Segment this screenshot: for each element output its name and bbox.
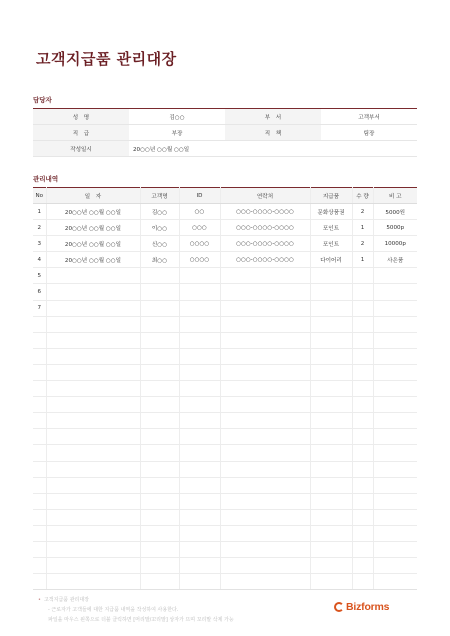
table-row (33, 220, 417, 236)
table-cell (179, 541, 220, 557)
table-cell (352, 509, 373, 525)
table-cell: 문화상품권 (310, 204, 352, 220)
table-cell (220, 364, 310, 380)
table-cell (140, 541, 179, 557)
table-cell: 김○○ (140, 204, 179, 220)
page-title: 고객지급품 관리대장 (36, 50, 177, 68)
table-cell (352, 461, 373, 477)
table-cell (33, 541, 46, 557)
table-cell (33, 525, 46, 541)
table-cell (33, 364, 46, 380)
table-cell (352, 300, 373, 316)
table-cell (352, 477, 373, 493)
table-cell (140, 445, 179, 461)
table-cell (220, 574, 310, 590)
column-header: 연락처 (220, 188, 310, 204)
table-cell: 2 (352, 204, 373, 220)
table-cell (140, 332, 179, 348)
column-header: 지급품 (310, 188, 352, 204)
table-cell (33, 397, 46, 413)
table-cell: 7 (33, 300, 46, 316)
table-cell (179, 364, 220, 380)
table-cell (33, 316, 46, 332)
table-cell: 3 (33, 236, 46, 252)
table-cell (373, 429, 417, 445)
table-cell (33, 348, 46, 364)
management-list-table (33, 187, 417, 590)
table-cell (310, 284, 352, 300)
table-cell: ○○○-○○○○-○○○○ (220, 220, 310, 236)
table-cell (220, 493, 310, 509)
table-row (33, 204, 417, 220)
table-cell: 다이어리 (310, 252, 352, 268)
table-row (33, 445, 417, 461)
table-cell: ○○○-○○○○-○○○○ (220, 236, 310, 252)
table-cell (179, 509, 220, 525)
table-cell (373, 268, 417, 284)
table-cell (140, 381, 179, 397)
table-cell (33, 493, 46, 509)
table-cell (352, 381, 373, 397)
table-cell: 20○○년 ○○월 ○○일 (46, 204, 140, 220)
table-cell: ○○○ (179, 220, 220, 236)
table-cell (220, 541, 310, 557)
table-cell (220, 300, 310, 316)
table-cell (352, 429, 373, 445)
table-cell (46, 413, 140, 429)
table-row (33, 397, 417, 413)
table-cell (220, 525, 310, 541)
table-cell (373, 461, 417, 477)
table-cell (373, 413, 417, 429)
table-cell (310, 558, 352, 574)
manager-section-label: 담당자 (33, 96, 52, 104)
table-row (33, 332, 417, 348)
table-cell (179, 574, 220, 590)
table-cell (310, 364, 352, 380)
table-cell (33, 509, 46, 525)
column-header: No (33, 188, 46, 204)
footer-note: - 근로자가 고객들에 대한 지급품 내역을 작성하여 사용한다. (48, 607, 179, 613)
list-section-label: 관리내역 (33, 175, 59, 183)
table-cell (220, 429, 310, 445)
table-cell (373, 541, 417, 557)
manager-row (33, 141, 417, 157)
table-cell (179, 397, 220, 413)
table-cell (220, 332, 310, 348)
table-cell (220, 268, 310, 284)
table-cell (373, 445, 417, 461)
table-cell (373, 525, 417, 541)
table-cell (140, 493, 179, 509)
table-cell (140, 397, 179, 413)
table-cell (352, 397, 373, 413)
manager-row (33, 109, 417, 125)
table-cell (46, 541, 140, 557)
table-cell (220, 477, 310, 493)
table-cell (352, 332, 373, 348)
table-cell (46, 364, 140, 380)
manager-label-cell: 성 명 (33, 109, 129, 125)
column-header: ID (179, 188, 220, 204)
table-cell (352, 364, 373, 380)
table-cell (310, 429, 352, 445)
column-header: 수 량 (352, 188, 373, 204)
table-cell (310, 574, 352, 590)
table-cell (179, 558, 220, 574)
table-cell (373, 493, 417, 509)
table-cell: ○○ (179, 204, 220, 220)
brand-logo (334, 601, 389, 613)
table-cell (46, 461, 140, 477)
table-row (33, 525, 417, 541)
manager-label-cell: 작성일시 (33, 141, 129, 157)
table-cell: 포인트 (310, 236, 352, 252)
table-cell (220, 348, 310, 364)
table-cell (310, 381, 352, 397)
table-cell (140, 461, 179, 477)
manager-label-cell: 직 책 (225, 125, 321, 141)
bizforms-logo-icon (334, 602, 344, 612)
table-cell: 20○○년 ○○월 ○○일 (46, 236, 140, 252)
table-row (33, 541, 417, 557)
table-cell (310, 461, 352, 477)
table-cell (220, 461, 310, 477)
table-cell (310, 316, 352, 332)
table-cell (33, 381, 46, 397)
table-cell: 포인트 (310, 220, 352, 236)
table-cell: ○○○-○○○○-○○○○ (220, 252, 310, 268)
table-row (33, 316, 417, 332)
table-cell (352, 541, 373, 557)
table-cell (140, 268, 179, 284)
table-cell (310, 300, 352, 316)
table-cell: 신○○ (140, 236, 179, 252)
table-cell: 이○○ (140, 220, 179, 236)
manager-value-cell: 김○○ (129, 109, 225, 125)
table-cell (310, 525, 352, 541)
table-cell (140, 477, 179, 493)
table-cell (373, 300, 417, 316)
table-cell (179, 348, 220, 364)
table-cell: 2 (352, 236, 373, 252)
table-cell (220, 284, 310, 300)
table-cell: 10000p (373, 236, 417, 252)
table-cell (220, 397, 310, 413)
table-cell: 20○○년 ○○월 ○○일 (46, 220, 140, 236)
table-cell (46, 268, 140, 284)
table-cell (33, 429, 46, 445)
footer-title-text: 고객지급품 관리대장 (43, 597, 90, 603)
manager-table (33, 108, 417, 157)
table-cell (179, 429, 220, 445)
table-cell (352, 493, 373, 509)
table-cell (46, 493, 140, 509)
table-cell: ○○○-○○○○-○○○○ (220, 204, 310, 220)
table-cell (352, 525, 373, 541)
table-cell: 사은품 (373, 252, 417, 268)
table-cell (179, 268, 220, 284)
table-cell (46, 397, 140, 413)
table-cell (33, 461, 46, 477)
table-cell (140, 429, 179, 445)
table-cell (310, 268, 352, 284)
table-cell: 6 (33, 284, 46, 300)
table-cell (373, 284, 417, 300)
footer-hint: 파일을 마우스 왼쪽으로 더블 클릭하면 [머리말/꼬리말] 상자가 뜨며 꼬리말 삭제 가능 (48, 617, 234, 623)
table-row (33, 252, 417, 268)
table-cell (46, 509, 140, 525)
table-cell (179, 332, 220, 348)
table-cell (179, 316, 220, 332)
table-cell (46, 574, 140, 590)
table-cell (140, 348, 179, 364)
table-row (33, 477, 417, 493)
table-cell (220, 558, 310, 574)
table-cell (46, 429, 140, 445)
table-cell (373, 316, 417, 332)
table-cell: 5000p (373, 220, 417, 236)
table-cell (352, 316, 373, 332)
table-cell (373, 558, 417, 574)
table-cell (140, 364, 179, 380)
manager-value-cell: 20○○년 ○○월 ○○일 (129, 141, 417, 157)
table-cell (310, 509, 352, 525)
table-row (33, 300, 417, 316)
table-cell (373, 332, 417, 348)
manager-label-cell: 직 급 (33, 125, 129, 141)
table-cell (140, 300, 179, 316)
table-cell (179, 493, 220, 509)
table-cell (220, 316, 310, 332)
table-cell (140, 558, 179, 574)
table-cell (33, 574, 46, 590)
manager-value-cell: 부장 (129, 125, 225, 141)
table-cell (352, 284, 373, 300)
table-cell (33, 445, 46, 461)
table-cell (140, 509, 179, 525)
table-cell (352, 445, 373, 461)
table-cell: 4 (33, 252, 46, 268)
table-cell (46, 558, 140, 574)
table-cell: 1 (352, 252, 373, 268)
table-row (33, 364, 417, 380)
table-cell (46, 348, 140, 364)
table-cell: 최○○ (140, 252, 179, 268)
table-cell (352, 348, 373, 364)
table-row (33, 236, 417, 252)
manager-value-cell: 팀장 (321, 125, 417, 141)
table-cell (310, 413, 352, 429)
table-cell: 1 (33, 204, 46, 220)
footer-title: • 고객지급품 관리대장 (38, 597, 90, 603)
table-cell (46, 316, 140, 332)
table-row (33, 509, 417, 525)
table-cell (179, 477, 220, 493)
table-cell (352, 574, 373, 590)
table-row (33, 284, 417, 300)
table-cell (373, 348, 417, 364)
manager-label-cell: 부 서 (225, 109, 321, 125)
table-cell (310, 332, 352, 348)
table-cell: 5000원 (373, 204, 417, 220)
table-row (33, 381, 417, 397)
manager-value-cell: 고객부서 (321, 109, 417, 125)
column-header: 일 자 (46, 188, 140, 204)
table-cell (310, 397, 352, 413)
table-cell (33, 413, 46, 429)
table-cell (140, 284, 179, 300)
table-cell (373, 574, 417, 590)
table-cell (179, 461, 220, 477)
table-cell (33, 477, 46, 493)
table-cell (46, 477, 140, 493)
table-cell (179, 525, 220, 541)
table-cell (179, 413, 220, 429)
table-cell (179, 445, 220, 461)
table-cell (46, 445, 140, 461)
table-cell (140, 525, 179, 541)
table-cell (310, 445, 352, 461)
table-cell (179, 284, 220, 300)
table-cell (373, 381, 417, 397)
table-cell (46, 300, 140, 316)
table-row (33, 348, 417, 364)
table-cell (310, 493, 352, 509)
table-cell (179, 381, 220, 397)
table-cell (352, 268, 373, 284)
table-cell (310, 541, 352, 557)
brand-name: Bizforms (346, 601, 390, 613)
table-row (33, 268, 417, 284)
table-cell (140, 413, 179, 429)
column-header: 고객명 (140, 188, 179, 204)
table-cell: 20○○년 ○○월 ○○일 (46, 252, 140, 268)
table-cell (352, 558, 373, 574)
table-cell (46, 332, 140, 348)
table-row (33, 413, 417, 429)
column-header: 비 고 (373, 188, 417, 204)
table-cell: 1 (352, 220, 373, 236)
table-cell (46, 525, 140, 541)
table-cell (46, 284, 140, 300)
table-cell (220, 445, 310, 461)
table-cell (310, 477, 352, 493)
table-cell: ○○○○ (179, 236, 220, 252)
table-cell (179, 300, 220, 316)
table-cell: 2 (33, 220, 46, 236)
table-cell (33, 332, 46, 348)
table-cell (352, 413, 373, 429)
table-cell (373, 397, 417, 413)
table-cell (310, 348, 352, 364)
table-cell (220, 413, 310, 429)
table-cell (220, 509, 310, 525)
table-row (33, 461, 417, 477)
table-cell (373, 509, 417, 525)
table-cell (140, 316, 179, 332)
table-cell (140, 574, 179, 590)
table-cell (373, 477, 417, 493)
table-row (33, 429, 417, 445)
table-cell: ○○○○ (179, 252, 220, 268)
table-cell (373, 364, 417, 380)
table-row (33, 558, 417, 574)
table-cell (220, 381, 310, 397)
table-cell: 5 (33, 268, 46, 284)
manager-row (33, 125, 417, 141)
table-cell (46, 381, 140, 397)
table-cell (33, 558, 46, 574)
table-row (33, 493, 417, 509)
footer-divider (33, 589, 417, 590)
table-row (33, 574, 417, 590)
